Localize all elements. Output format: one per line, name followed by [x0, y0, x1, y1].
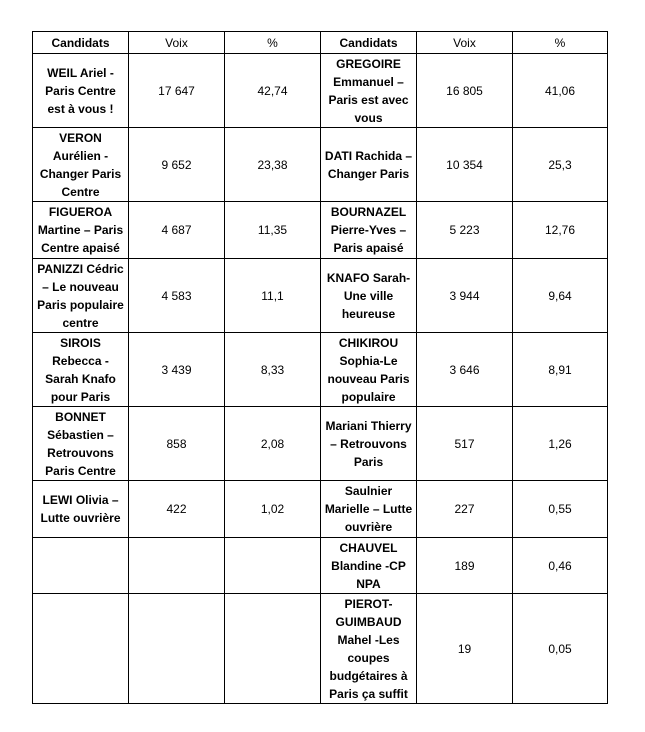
candidate-name-left: PANIZZI Cédric – Le nouveau Paris populaire centre: [33, 259, 129, 333]
percent-right: 8,91: [513, 333, 608, 407]
percent-left: 42,74: [225, 54, 321, 128]
header-candidats-right: Candidats: [321, 32, 417, 54]
candidate-name-right: DATI Rachida – Changer Paris: [321, 128, 417, 202]
empty-cell: [33, 538, 129, 594]
table-row: [33, 202, 608, 259]
votes-left: 422: [129, 481, 225, 538]
candidate-name-right: KNAFO Sarah- Une ville heureuse: [321, 259, 417, 333]
votes-left: 858: [129, 407, 225, 481]
votes-right: 5 223: [417, 202, 513, 259]
candidate-name-right: GREGOIRE Emmanuel – Paris est avec vous: [321, 54, 417, 128]
percent-left: 2,08: [225, 407, 321, 481]
votes-right: 517: [417, 407, 513, 481]
empty-cell: [225, 594, 321, 704]
candidate-name-left: WEIL Ariel - Paris Centre est à vous !: [33, 54, 129, 128]
candidate-name-left: VERON Aurélien - Changer Paris Centre: [33, 128, 129, 202]
percent-right: 9,64: [513, 259, 608, 333]
table-row: [33, 128, 608, 202]
table-row: [33, 333, 608, 407]
votes-right: 3 944: [417, 259, 513, 333]
percent-right: 25,3: [513, 128, 608, 202]
votes-left: 3 439: [129, 333, 225, 407]
table-row: [33, 538, 608, 594]
header-voix-left: Voix: [129, 32, 225, 54]
votes-left: 4 583: [129, 259, 225, 333]
candidate-name-left: BONNET Sébastien – Retrouvons Paris Centre: [33, 407, 129, 481]
votes-right: 227: [417, 481, 513, 538]
percent-left: 23,38: [225, 128, 321, 202]
votes-right: 3 646: [417, 333, 513, 407]
results-table: [32, 31, 608, 704]
candidate-name-right: Saulnier Marielle – Lutte ouvrière: [321, 481, 417, 538]
candidate-name-right: PIEROT-GUIMBAUD Mahel -Les coupes budgétaires à Paris ça suffit: [321, 594, 417, 704]
percent-right: 0,55: [513, 481, 608, 538]
candidate-name-left: LEWI Olivia – Lutte ouvrière: [33, 481, 129, 538]
table-row: [33, 481, 608, 538]
header-candidats-left: Candidats: [33, 32, 129, 54]
percent-right: 12,76: [513, 202, 608, 259]
candidate-name-right: CHAUVEL Blandine -CP NPA: [321, 538, 417, 594]
header-row: [33, 32, 608, 54]
votes-right: 189: [417, 538, 513, 594]
header-pct-left: %: [225, 32, 321, 54]
empty-cell: [225, 538, 321, 594]
votes-right: 10 354: [417, 128, 513, 202]
empty-cell: [33, 594, 129, 704]
candidate-name-right: BOURNAZEL Pierre-Yves – Paris apaisé: [321, 202, 417, 259]
empty-cell: [129, 594, 225, 704]
percent-left: 11,35: [225, 202, 321, 259]
votes-left: 17 647: [129, 54, 225, 128]
percent-right: 0,46: [513, 538, 608, 594]
table-row: [33, 54, 608, 128]
candidate-name-right: CHIKIROU Sophia-Le nouveau Paris populaire: [321, 333, 417, 407]
percent-right: 0,05: [513, 594, 608, 704]
table-row: [33, 594, 608, 704]
votes-left: 4 687: [129, 202, 225, 259]
empty-cell: [129, 538, 225, 594]
percent-left: 8,33: [225, 333, 321, 407]
percent-left: 1,02: [225, 481, 321, 538]
table-row: [33, 259, 608, 333]
candidate-name-right: Mariani Thierry – Retrouvons Paris: [321, 407, 417, 481]
votes-right: 19: [417, 594, 513, 704]
header-voix-right: Voix: [417, 32, 513, 54]
candidate-name-left: SIROIS Rebecca - Sarah Knafo pour Paris: [33, 333, 129, 407]
percent-left: 11,1: [225, 259, 321, 333]
percent-right: 41,06: [513, 54, 608, 128]
votes-left: 9 652: [129, 128, 225, 202]
table-row: [33, 407, 608, 481]
percent-right: 1,26: [513, 407, 608, 481]
candidate-name-left: FIGUEROA Martine – Paris Centre apaisé: [33, 202, 129, 259]
votes-right: 16 805: [417, 54, 513, 128]
header-pct-right: %: [513, 32, 608, 54]
